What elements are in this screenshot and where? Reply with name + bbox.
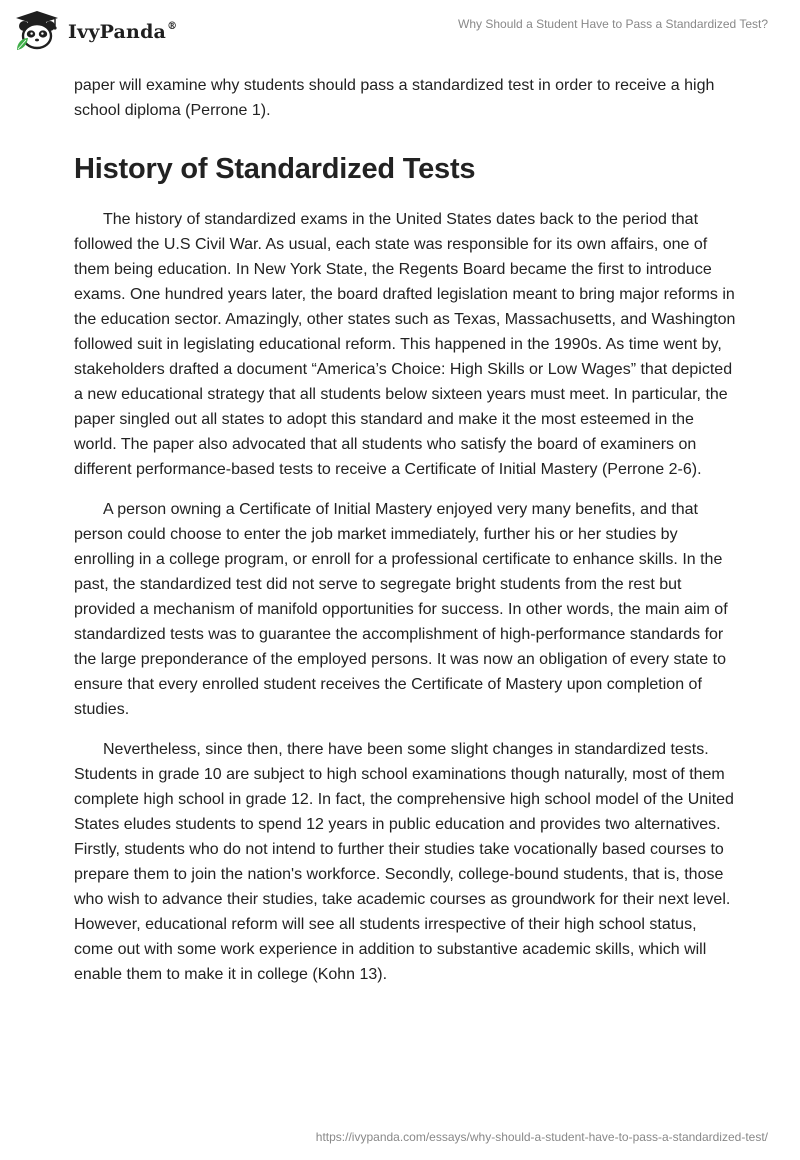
brand-label: IvyPanda xyxy=(68,21,167,43)
section-heading: History of Standardized Tests xyxy=(74,153,476,185)
body-paragraph: A person owning a Certificate of Initial Mastery enjoyed very many benefits, and that person could choose to enter the job market immediately, further his or her studies by enrolling in a college program, or enroll for a professional certificate to enhance skills. In the past, the standardized test did not serve to segregate bright students from the rest but provided a mechanism of manifold opportunities for success. In other words, the main aim of standardized tests was to guarantee the accomplishment of high-performance standards for the large preponderance of the employed persons. It was now an obligation of every state to ensure that every enrolled student receives the Certificate of Mastery upon completion of studies. xyxy=(74,501,728,718)
ivypanda-logo[interactable] xyxy=(14,10,177,52)
essay-content xyxy=(74,73,739,1002)
panda-graduate-icon xyxy=(14,10,60,52)
source-url[interactable]: https://ivypanda.com/essays/why-should-a-student-have-to-pass-a-standardized-test/ xyxy=(315,1130,768,1144)
document-title: Why Should a Student Have to Pass a Standardized Test? xyxy=(458,17,768,31)
body-paragraph: The history of standardized exams in the United States dates back to the period that followed the U.S Civil War. As usual, each state was responsible for its own affairs, one of them being education. In New York State, the Regents Board became the first to introduce exams. One hundred years later, the board drafted legislation meant to bring major reforms in the education sector. Amazingly, other states such as Texas, Massachusetts, and Washington followed suit in legislating educational reform. This happened in the 1990s. As time went by, stakeholders drafted a document “America’s Choice: High Skills or Low Wages” that depicted a new educational strategy that all students below sixteen years must meet. In particular, the paper singled out all states to adopt this standard and make it the most esteemed in the world. The paper also advocated that all students who satisfy the board of examiners on different performance-based tests to receive a Certificate of Initial Mastery (Perrone 2-6). xyxy=(74,211,736,478)
body-paragraph: Nevertheless, since then, there have been some slight changes in standardized tests. Students in grade 10 are subject to high school examinations though naturally, most of them complete high school in grade 12. In fact, the comprehensive high school model of the United States eludes students to spend 12 years in public education and provides two alternatives. Firstly, students who do not intend to further their studies take vocationally based courses to prepare them to join the nation's workforce. Secondly, college-bound students, that is, those who wish to advance their studies, take academic courses as groundwork for their next level. However, educational reform will see all students irrespective of their high school status, come out with some work experience in addition to substantive academic skills, which will enable them to make it in college (Kohn 13). xyxy=(74,741,734,983)
brand-name xyxy=(68,21,177,43)
registered-mark: ® xyxy=(167,20,178,32)
intro-continuation: paper will examine why students should pass a standardized test in order to receive a high school diploma (Perrone 1). xyxy=(74,77,715,119)
page-header xyxy=(0,0,800,60)
